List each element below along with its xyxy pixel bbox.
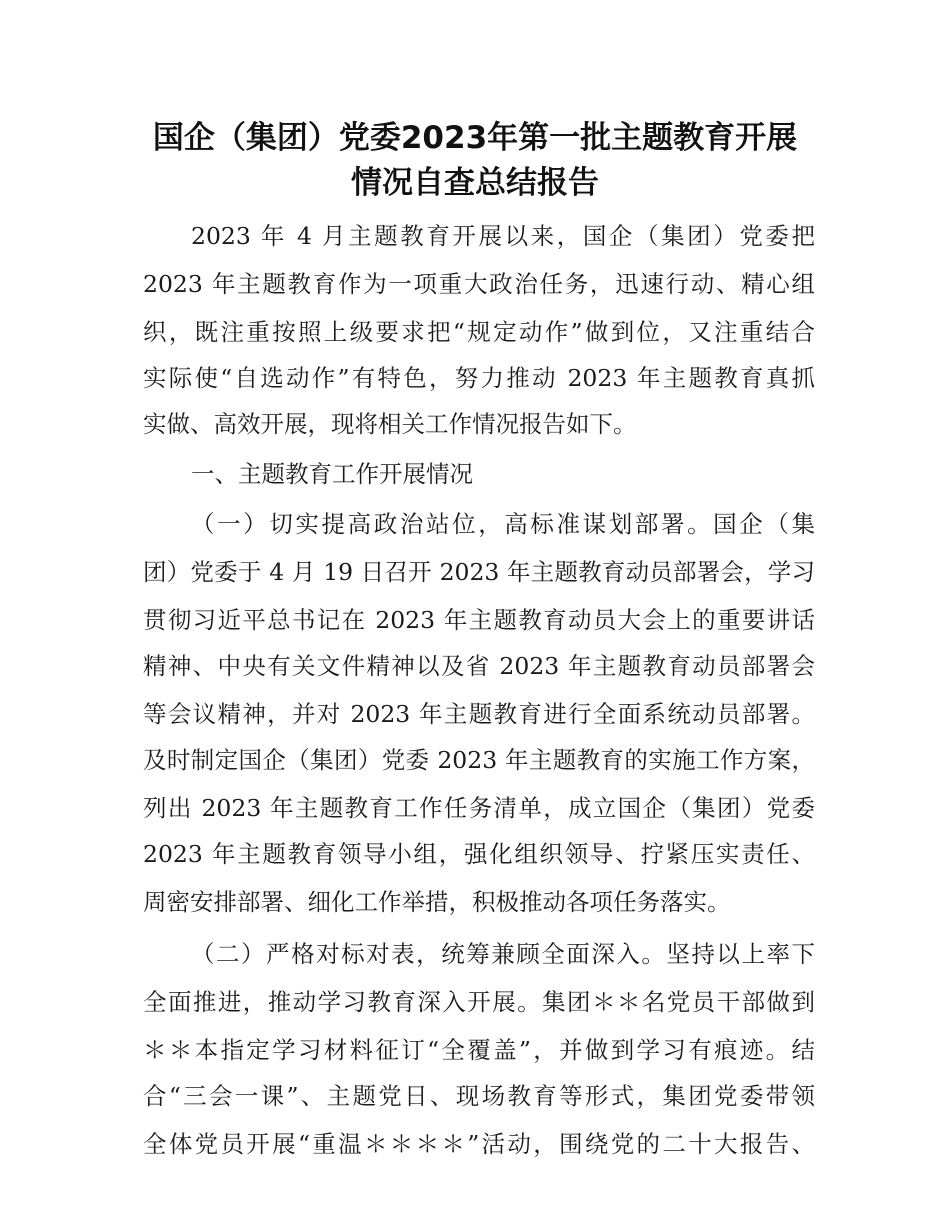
paragraph-line: 织，既注重按照上级要求把“规定动作”做到位，又注重结合 (143, 318, 815, 346)
document-title-line-2: 情况自查总结报告 (351, 165, 599, 201)
paragraph-line: 实际使“自选动作”有特色，努力推动 2023 年主题教育真抓 (143, 364, 815, 392)
paragraph-line: 列出 2023 年主题教育工作任务清单，成立国企（集团）党委 (143, 794, 815, 822)
paragraph-line: 周密安排部署、细化工作举措，积极推动各项任务落实。 (143, 888, 731, 916)
paragraph-line: 团）党委于 4 月 19 日召开 2023 年主题教育动员部署会，学习 (143, 558, 815, 586)
paragraph-line: 贯彻习近平总书记在 2023 年主题教育动员大会上的重要讲话 (143, 606, 815, 634)
paragraph-line: 实做、高效开展，现将相关工作情况报告如下。 (143, 410, 637, 438)
paragraph-line: ＊＊本指定学习材料征订“全覆盖”，并做到学习有痕迹。结 (143, 1036, 815, 1064)
paragraph-line: （一）切实提高政治站位，高标准谋划部署。国企（集 (191, 510, 815, 538)
paragraph-line: 精神、中央有关文件精神以及省 2023 年主题教育动员部署会 (143, 652, 815, 680)
paragraph-line: 2023 年 4 月主题教育开展以来，国企（集团）党委把 (191, 222, 815, 250)
paragraph-line: 合“三会一课”、主题党日、现场教育等形式，集团党委带领 (143, 1082, 815, 1110)
paragraph-line: 2023 年主题教育领导小组，强化组织领导、拧紧压实责任、 (143, 840, 815, 868)
paragraph-line: 全面推进，推动学习教育深入开展。集团＊＊名党员干部做到 (143, 988, 815, 1016)
document-title-line-1: 国企（集团）党委2023年第一批主题教育开展 (152, 120, 798, 156)
paragraph-line: （二）严格对标对表，统筹兼顾全面深入。坚持以上率下 (191, 940, 815, 968)
paragraph-line: 及时制定国企（集团）党委 2023 年主题教育的实施工作方案， (143, 746, 815, 774)
paragraph-line: 2023 年主题教育作为一项重大政治任务，迅速行动、精心组 (143, 270, 815, 298)
section-heading: 一、主题教育工作开展情况 (191, 460, 473, 488)
paragraph-line: 全体党员开展“重温＊＊＊＊”活动，围绕党的二十大报告、 (143, 1130, 815, 1158)
paragraph-line: 等会议精神，并对 2023 年主题教育进行全面系统动员部署。 (143, 700, 815, 728)
